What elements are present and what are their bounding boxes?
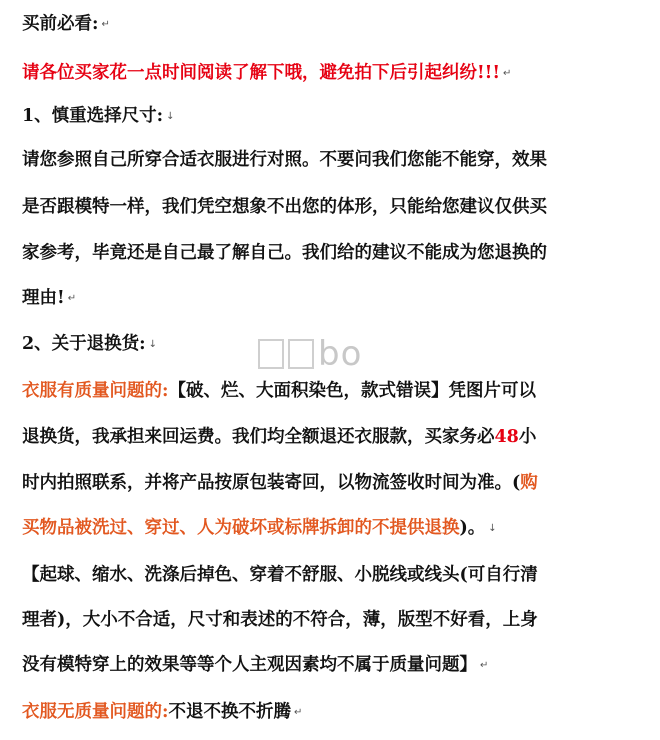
size-paragraph-line-1 (22, 143, 644, 177)
non-quality-list-line-3 (22, 648, 644, 682)
watermark-box-icon (288, 339, 314, 369)
size-paragraph-line-3-text: 家参考，毕竟还是自己最了解自己。我们给的建议不能成为您退换的 (22, 243, 547, 263)
heading-must-read-text: 买前必看: (22, 14, 99, 34)
non-quality-list-line-2 (22, 603, 644, 637)
no-quality-issue-line (22, 695, 644, 729)
notice-warning (22, 56, 644, 90)
line-break-arrow-icon: ↓ (166, 110, 175, 122)
watermark-text: bo (318, 334, 363, 374)
line-break-arrow-icon: ↓ (148, 338, 158, 350)
paragraph-mark-icon: ↵ (480, 659, 489, 671)
quality-issue-line-4 (22, 511, 644, 545)
watermark (258, 334, 362, 374)
quality-issue-label: 衣服有质量问题的: (22, 381, 169, 401)
section-1-heading (22, 99, 644, 133)
notice-warning-text: 请各位买家花一点时间阅读了解下哦，避免拍下后引起纠纷!!! (22, 63, 501, 83)
heading-must-read (22, 7, 644, 41)
quality-issue-line-2 (22, 420, 644, 454)
no-quality-issue-text: 不退不换不折腾 (168, 702, 291, 722)
paragraph-mark-icon: ↵ (67, 292, 77, 304)
paragraph-mark-icon: ↵ (503, 67, 512, 79)
quality-issue-line-3 (22, 466, 644, 500)
quality-issue-line-3-highlight: 购 (520, 473, 538, 493)
no-return-condition: 买物品被洗过、穿过、人为破坏或标牌拆卸的不提供退换 (22, 518, 460, 538)
size-paragraph-line-4 (22, 281, 644, 315)
non-quality-list-line-2-text: 理者)，大小不合适，尺寸和表述的不符合，薄，版型不好看，上身 (22, 610, 538, 630)
paragraph-mark-icon: ↵ (101, 18, 110, 30)
watermark-box-icon (258, 339, 284, 369)
section-2-heading-text: 2、关于退换货: (22, 334, 146, 354)
quality-issue-line-2-end: 小 (518, 427, 537, 447)
non-quality-list-line-1-text: 【起球、缩水、洗涤后掉色、穿着不舒服、小脱线或线头(可自行清 (22, 565, 538, 585)
non-quality-list-line-1 (22, 558, 644, 592)
non-quality-list-line-3-text: 没有模特穿上的效果等等个人主观因素均不属于质量问题】 (22, 655, 477, 675)
quality-issue-line-1 (22, 374, 644, 408)
quality-issue-line-4-end: )。 (459, 518, 486, 538)
quality-issue-line-1-text: 【破、烂、大面积染色，款式错误】凭图片可以 (168, 381, 536, 401)
size-paragraph-line-2-text: 是否跟模特一样，我们凭空想象不出您的体形，只能给您建议仅供买 (22, 197, 547, 217)
size-paragraph-line-2 (22, 190, 644, 224)
section-1-heading-text: 1、慎重选择尺寸: (22, 106, 164, 126)
size-paragraph-line-4-text: 理由! (22, 288, 65, 308)
size-paragraph-line-1-text: 请您参照自己所穿合适衣服进行对照。不要问我们您能不能穿，效果 (22, 150, 547, 170)
size-paragraph-line-3 (22, 236, 644, 270)
quality-issue-line-2-text: 退换货，我承担来回运费。我们均全额退还衣服款，买家务必 (22, 427, 495, 447)
line-break-arrow-icon: ↓ (488, 522, 497, 534)
quality-issue-line-3-text: 时内拍照联系，并将产品按原包装寄回，以物流签收时间为准。( (22, 473, 521, 493)
hours-number: 48 (494, 427, 519, 447)
paragraph-mark-icon: ↵ (293, 706, 303, 718)
no-quality-issue-label: 衣服无质量问题的: (22, 702, 169, 722)
